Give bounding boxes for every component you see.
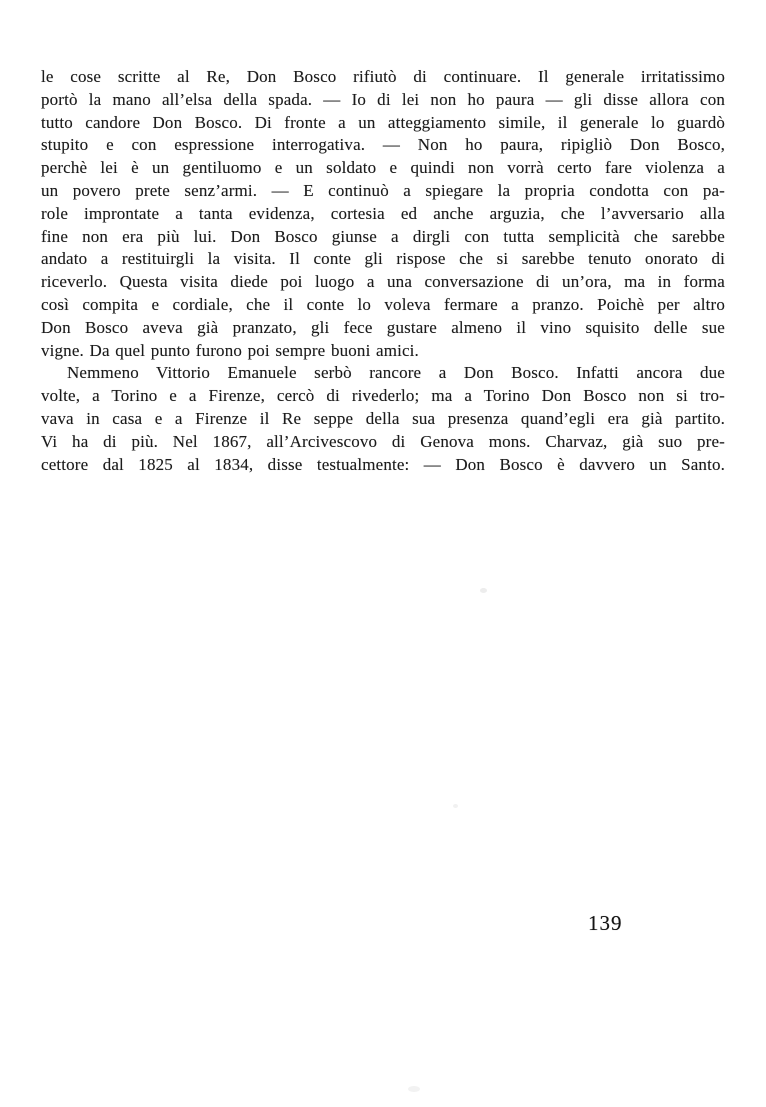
text-line: tutto candore Don Bosco. Di fronte a un atteggiamento simile, il generale lo guardò xyxy=(41,112,725,132)
text-line: riceverlo. Questa visita diede poi luogo a una conversazione di un’ora, ma in forma xyxy=(41,272,725,292)
text-line: Vi ha di più. Nel 1867, all’Arcivescovo di Genova mons. Charvaz, già suo pre- xyxy=(41,431,725,451)
text-line: perchè lei è un gentiluomo e un soldato e quindi non vorrà certo fare violenza a xyxy=(41,158,725,178)
text-line: vava in casa e a Firenze il Re seppe della sua presenza quand’egli era già partito. xyxy=(41,408,725,428)
text-line: vigne. Da quel punto furono poi sempre buoni amici. xyxy=(41,340,419,360)
text-line: stupito e con espressione interrogativa. — Non ho paura, ripigliò Don Bosco, xyxy=(41,135,725,155)
scan-speck xyxy=(480,588,487,593)
scan-speck xyxy=(453,804,458,808)
text-line: cettore dal 1825 al 1834, disse testualmente: — Don Bosco è davvero un Santo. xyxy=(41,454,725,474)
text-line: role improntate a tanta evidenza, cortesia ed anche arguzia, che l’avversario alla xyxy=(41,203,725,223)
text-line: Don Bosco aveva già pranzato, gli fece gustare almeno il vino squisito delle sue xyxy=(41,317,725,337)
text-line: le cose scritte al Re, Don Bosco rifiutò di continuare. Il generale irritatissimo xyxy=(41,67,725,86)
scan-smudge xyxy=(408,1086,420,1092)
text-line: andato a restituirgli la visita. Il conte gli rispose che si sarebbe tenuto onorato di xyxy=(41,249,725,269)
text-line: Nemmeno Vittorio Emanuele serbò rancore a Don Bosco. Infatti ancora due xyxy=(67,363,725,383)
text-line: volte, a Torino e a Firenze, cercò di rivederlo; ma a Torino Don Bosco non si tro- xyxy=(41,386,725,406)
page-number: 139 xyxy=(588,911,623,935)
text-line: così compita e cordiale, che il conte lo voleva fermare a pranzo. Poichè per altro xyxy=(41,294,725,314)
body-text xyxy=(41,66,725,476)
text-line: portò la mano all’elsa della spada. — Io di lei non ho paura — gli disse allora con xyxy=(41,89,725,109)
text-line: fine non era più lui. Don Bosco giunse a dirgli con tutta semplicità che sarebbe xyxy=(41,226,725,246)
text-line: un povero prete senz’armi. — E continuò a spiegare la propria condotta con pa- xyxy=(41,180,725,200)
